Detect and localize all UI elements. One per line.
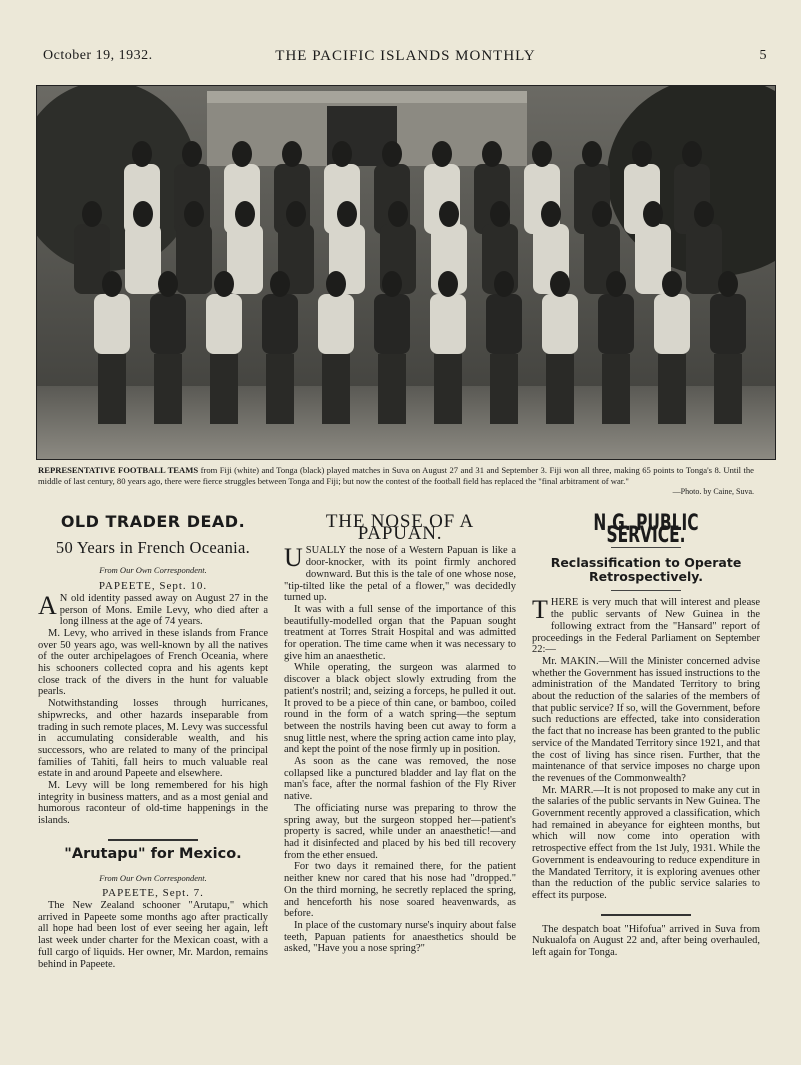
article-paragraph: A N old identity passed away on August 27 in the person of Mons. Emile Levy, who died after a long illness at the age of 74 years. [38,590,268,628]
byline: From Our Own Correspondent. [99,565,207,576]
section-divider [108,839,198,841]
caption-label: REPRESENTATIVE FOOTBALL TEAMS [38,465,199,475]
headline-nose-of-papuan: THE NOSE OF A PAPUAN. [325,511,475,544]
issue-date: October 19, 1932. [43,48,153,63]
section-divider [601,914,691,916]
article-paragraph: The officiating nurse was preparing to throw the spring away, but the surgeon stopped her—patient's property is sacred, while under an anaesthetic!—and had it disinfected and placed by his bed till recovery from the ether ensued. [284,802,516,861]
team-photograph [36,85,776,460]
caption-text: from Fiji (white) and Tonga (black) played matches in Suva on August 27 and 31 and September 3. Fiji won all three, making 65 points to Tonga's 8. Until the middle of last century, 80 years ago, there were fierce struggles between Tonga and Fiji; but now the contest of the football field has replaced the "final arbitrament of war." [38,465,754,486]
article-paragraph: As soon as the cane was removed, the nose collapsed like a punctured bladder and lay flat on the man's face, after the normal fashion of the Fly River native. [284,756,516,803]
article-paragraph: In place of the customary nurse's inquiry about false teeth, Papuan patients for anaesthetics should be asked, "Have you a nose spring?" [284,919,516,955]
dateline: PAPEETE, Sept. 7. [102,887,204,900]
article-paragraph: For two days it remained there, for the patient neither knew nor cared that his nose had "dropped." On the third morning, he secretly replaced the spring, and henceforth his nose soared heavenwards, as before. [284,861,516,920]
team-photo-illustration [37,86,775,459]
article-paragraph: The New Zealand schooner "Arutapu," which arrived in Papeete some months ago after practically all hope had been lost of ever seeing her again, left last week under charter for the Mexican coast, with a full cargo of liquids. Her owner, Mr. Mardon, remains behind in Papeete. [38,899,268,970]
article-paragraph: Notwithstanding losses through hurricanes, shipwrecks, and other hazards inseparable from trading in such remote places, M. Levy was successful in accumulating considerable wealth, and his successors, who are related to many of the principal families of Tahiti, fall heirs to much valuable real estate in and around Papeete and elsewhere. [38,698,268,780]
article-paragraph: Mr. MARR.—It is not proposed to make any cut in the salaries of the public servants in New Guinea. The Government recently approved a classification, which had remained in abeyance for eighteen months, but which will now come into operation with retrospective effect from the 1st July, 1931. While the Government is endeavouring to reduce expenditure in the Mandated Territory, it is exploring avenues other than the reduction of the public service salaries to effect its purpose. [532,784,760,901]
headline-ng-public-service: N.G. PUBLIC SERVICE. [593,511,699,548]
subheadline-reclassification: Reclassification to Operate Retrospectively. [550,555,742,585]
page-header [40,48,771,70]
headline-arutapu: "Arutapu" for Mexico. [64,845,242,862]
drop-cap: U [284,543,303,573]
photo-credit: —Photo. by Caine, Suva. [672,487,754,496]
drop-cap: T [532,595,548,625]
masthead: THE PACIFIC ISLANDS MONTHLY [275,48,536,64]
headline-old-trader: OLD TRADER DEAD. [60,512,246,531]
dateline: PAPEETE, Sept. 10. [98,580,208,593]
article-paragraph: M. Levy will be long remembered for his high integrity in business matters, and as a most genial and humorous raconteur of old-time happenings in the islands. [38,780,268,827]
subheadline-french-oceania: 50 Years in French Oceania. [55,537,251,557]
divider [611,590,681,591]
photo-caption [38,465,754,498]
article-paragraph: THERE is very much that will interest and please the public servants of New Guinea in the following extract from the "Hansard" report of proceedings in the Federal Parliament on September 22:— [532,595,760,656]
article-paragraph: The despatch boat "Hifofua" arrived in Suva from Nukualofa on August 22 and, after being overhauled, left again for Tonga. [532,923,760,959]
byline: From Our Own Correspondent. [99,872,207,883]
drop-cap: A [38,590,57,620]
article-paragraph: M. Levy, who arrived in these islands from France over 50 years ago, was well-known by all the natives of the outer archipelagoes of French Oceania, where his schooners collected copra and his agents kept close track of the divers in the hunt for valuable pearls. [38,627,268,698]
column-ng-public-service [532,512,760,959]
article-paragraph: USUALLY the nose of a Western Papuan is like a door-knocker, with its point firmly anchored downward. But this is the tale of one whose nose, "tip-tilted like the petal of a flower," was decidedly turned up. [284,543,516,604]
page-number: 5 [759,48,767,63]
column-old-trader [38,512,268,970]
column-papuan-nose [284,512,516,955]
article-paragraph: It was with a full sense of the importance of this beautifully-modelled organ that the Papuan sought treatment at Torres Strait Hospital and was admitted for operation. The time came when it was necessary to give him an anaesthetic. [284,603,516,662]
article-paragraph: Mr. MAKIN.—Will the Minister concerned advise whether the Government has issued instructions to the administration of the Mandated Territory to bring about the reduction of the salaries of the members of that public service? If so, will the Government, before such reductions are effected, take into consideration the fact that no increase has been granted to the public service of the Mandated Territory since 1921, and that the cost of living has since risen. Further, that the maintenance of that service imposes no charge upon the revenues of the Commonwealth? [532,655,760,784]
article-paragraph: While operating, the surgeon was alarmed to discover a black object slowly extruding from the patient's nostril; and, seizing a forceps, he pulled it out. It proved to be a piece of thin cane, or bamboo, coiled round in the form of a watch spring—the septum between the nostrils having been cut away to form a snug little nest, where the spring action came into play, and kept the point of the nose firmly up in position. [284,662,516,756]
